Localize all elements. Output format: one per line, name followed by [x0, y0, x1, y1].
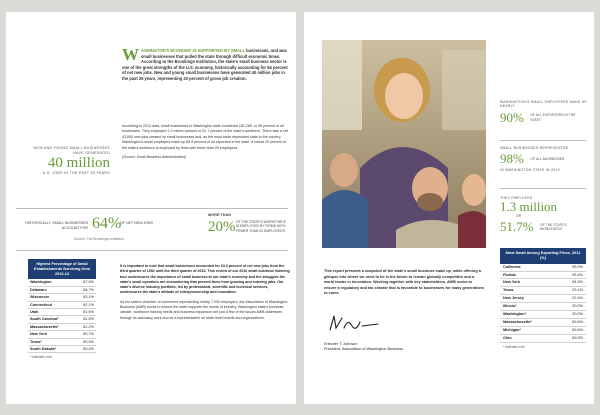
table-row-state: South Carolina*: [30, 317, 59, 322]
employed-or: OR: [516, 214, 522, 219]
employed-value: 1.3 million: [500, 199, 558, 215]
table-row-value: 82.1%: [83, 302, 94, 307]
exporters-value: 90%: [500, 109, 524, 125]
table-row-state: Washington*: [503, 312, 527, 317]
table-row-value: 95.9%: [572, 264, 583, 269]
table-row-value: 80.4%: [83, 339, 94, 344]
signature-graphic: [326, 310, 386, 336]
table-row-state: Connecticut: [30, 302, 52, 307]
lower-column: [120, 264, 290, 325]
table-row: [28, 287, 96, 294]
table-row: [28, 346, 96, 353]
table-row-state: New York: [503, 280, 520, 285]
historic-label: HISTORICALLY, SMALL BUSINESSES ACCOUNT FOR: [25, 221, 88, 230]
table-row-state: Illinois*: [503, 304, 517, 309]
table-row-value: 94.3%: [572, 280, 583, 285]
establishments-table-note: * Indicates a tie: [30, 355, 52, 360]
table-row: [500, 319, 586, 327]
table-row: [500, 272, 586, 280]
divider: [16, 208, 288, 209]
table-row-value: 90.0%: [572, 312, 583, 317]
exporters-label: WASHINGTON'S SMALL EMPLOYERS MAKE UP NEARLY: [500, 100, 587, 109]
table-row-value: 89.6%: [572, 319, 583, 324]
table-row: [500, 303, 586, 311]
table-row-value: 87.6%: [83, 280, 94, 285]
table-row: [28, 309, 96, 316]
table-row: [500, 287, 586, 295]
establishments-table-rows: [28, 279, 96, 353]
million-footer: U.S. JOBS IN THE PAST 25 YEARS: [42, 171, 110, 176]
dropcap: W: [122, 45, 139, 64]
table-row: [500, 295, 586, 303]
table-row-state: Wisconsin: [30, 295, 49, 300]
table-row-state: Utah: [30, 310, 39, 315]
businesses-aside: OF ALL BUSINESSES: [530, 157, 565, 162]
body-column: [122, 124, 288, 164]
table-row-value: 80.7%: [83, 332, 94, 337]
body-source: (Source: Small Business Administration): [122, 155, 186, 160]
employed-label: THEY EMPLOYED: [500, 196, 533, 200]
table-row-value: 83.1%: [83, 295, 94, 300]
table-row-state: New Jersey: [503, 296, 524, 301]
intro-body: businesses, and was small businesses that pulled the state through difficult economic times. According to the Brookings Institution, the state's small business sector is one of the great strengths of the U.S. economy, historically accounting for 64 percent of net new jobs. New and young small businesses have generated 40 million jobs in the past 25 years, representing 20 percent of gross job creation.: [122, 48, 288, 81]
table-row-state: Florida: [503, 272, 516, 277]
employed-stat: [500, 196, 588, 236]
table-row: [28, 339, 96, 346]
million-jobs-callout: [22, 146, 110, 175]
employed-aside: OF THE STATE'S WORKFORCE: [540, 222, 567, 232]
signer-title: President, Association of Washington Business: [324, 347, 404, 352]
table-row-state: Massachusetts*: [503, 319, 532, 324]
signer-block: [324, 342, 494, 353]
exporters-stat: [500, 100, 588, 127]
team-photo-illustration: [322, 40, 486, 248]
intro-paragraph: [122, 45, 288, 82]
report-summary: This report presents a snapshot of the state's small business make up, while offering a glimpse into where we need to be in the future to remain globally competitive and a world leader in innovation. Working together with key stakeholders, AWB seeks to ensure a regulatory and tax climate that is favorable to businesses for many generations to come.: [324, 269, 484, 295]
table-row: [500, 264, 586, 272]
right-page: [304, 12, 594, 404]
table-row-state: Ohio: [503, 335, 512, 340]
million-label: NEW AND YOUNG SMALL BUSINESSES HAVE GENERATED: [33, 146, 110, 155]
exporting-firms-table-note: * Indicates a tie: [503, 344, 525, 349]
table-row: [28, 331, 96, 338]
table-row: [28, 316, 96, 323]
more-than-value: 20%: [208, 219, 236, 235]
table-row-state: Washington: [30, 280, 52, 285]
divider: [16, 250, 288, 251]
more-than-description: OF THE STATE'S WORKFORCE IS EMPLOYED BY FIRMS WITH FEWER THAN 20 EMPLOYEES.: [236, 220, 287, 233]
team-photo: [322, 40, 486, 248]
establishments-table: [28, 259, 96, 359]
table-row-state: Massachusetts*: [30, 324, 59, 329]
table-row-value: 81.2%: [83, 324, 94, 329]
left-page: [6, 12, 296, 404]
table-row-state: South Dakota*: [30, 347, 56, 352]
table-row-value: 93.1%: [572, 288, 583, 293]
table-row: [500, 327, 586, 335]
establishments-table-title: Highest Percentage of Small Establishments Surviving from 2012-14: [28, 259, 96, 279]
table-row-value: 92.4%: [572, 296, 583, 301]
exporting-firms-table-title: Most Small Among Exporting Firms, 2012 (%): [500, 248, 586, 264]
table-row-state: California: [503, 264, 521, 269]
table-row-state: Texas*: [30, 339, 42, 344]
table-row-value: 89.3%: [572, 335, 583, 340]
table-row: [500, 311, 586, 319]
more-than-stat: [208, 213, 288, 235]
exporting-firms-table-rows: [500, 264, 586, 343]
table-row-value: 89.6%: [572, 327, 583, 332]
businesses-value: 98%: [500, 151, 524, 167]
table-row: [28, 279, 96, 286]
businesses-stat: [500, 146, 588, 173]
divider: [500, 188, 586, 189]
businesses-footer: IN WASHINGTON STATE IN 2013: [500, 168, 560, 173]
table-row-state: Michigan*: [503, 327, 521, 332]
lower-paragraph-1: It is important to note that small businesses accounted for 63.3 percent of net new jobs from the third quarter of 1992 until the third quarter of 2013. This review of our 2016 small business listening tour underscores the importance of small business to our state's economy and the struggles the state's small operators are encountering that prevent them from growing and entering jobs. Our state's diverse industry portfolio, led by professional, scientific and technical services, underscores the state's attitude of entrepreneurship and innovation.: [120, 264, 290, 295]
intro-lead: ASHINGTON'S ECONOMY IS SUPPORTED BY SMALL: [141, 48, 245, 53]
stats-band: [12, 211, 288, 247]
exporters-aside: OF ALL EXPORTERS IN THE STATE: [530, 113, 576, 122]
historic-value: 64%: [92, 215, 122, 232]
table-row-value: 95.4%: [572, 272, 583, 277]
table-row-value: 90.0%: [572, 304, 583, 309]
employed-value-2: 51.7%: [500, 219, 534, 235]
table-row: [28, 294, 96, 301]
table-row: [28, 324, 96, 331]
historic-tail: OF NET NEW JOBS.: [120, 221, 154, 225]
million-value: 40 million: [47, 155, 110, 172]
table-row: [500, 279, 586, 287]
table-row: [500, 335, 586, 343]
table-row-value: 81.6%: [83, 310, 94, 315]
table-row: [28, 302, 96, 309]
businesses-label: SMALL BUSINESSES REPRESENTED: [500, 146, 569, 150]
lower-paragraph-2: As the state's chamber of commerce representing nearly 7,000 employers, the Association of Washington Business (AWB) works to ensure the state supports the needs of industry. Washington state's business climate, workforce training needs and business expansion are just a few of the issues AWB addresses through its advocacy work and as a representative on state-level boards and organizations.: [120, 299, 288, 320]
table-row-value: 80.4%: [83, 347, 94, 352]
historic-source: Source: The Brookings Institution: [74, 237, 124, 241]
table-row-state: Texas: [503, 288, 514, 293]
exporting-firms-table: [500, 248, 586, 349]
signer-name: Kristofer T. Johnson: [324, 342, 358, 346]
table-row-state: New York: [30, 332, 47, 337]
body-paragraph: According to 2013 data, small businesses in Washington state numbered 181,285, or 98 percent of all businesses. They employed 1.3 million workers or 51.7 percent of the state's workforce. There was a net 43,690 new jobs created by small businesses and, as the most trade dependent state in the country, Washington's small employers make up 89.9 percent of all exporters in the state. A robust 20 percent of the state's workforce is employed by firms with fewer than 20 employees.: [122, 124, 288, 150]
divider: [500, 140, 586, 141]
table-row-value: 84.7%: [83, 287, 94, 292]
table-row-value: 81.5%: [83, 317, 94, 322]
table-row-state: Delaware: [30, 287, 47, 292]
more-than-caption: MORE THAN: [208, 213, 231, 217]
